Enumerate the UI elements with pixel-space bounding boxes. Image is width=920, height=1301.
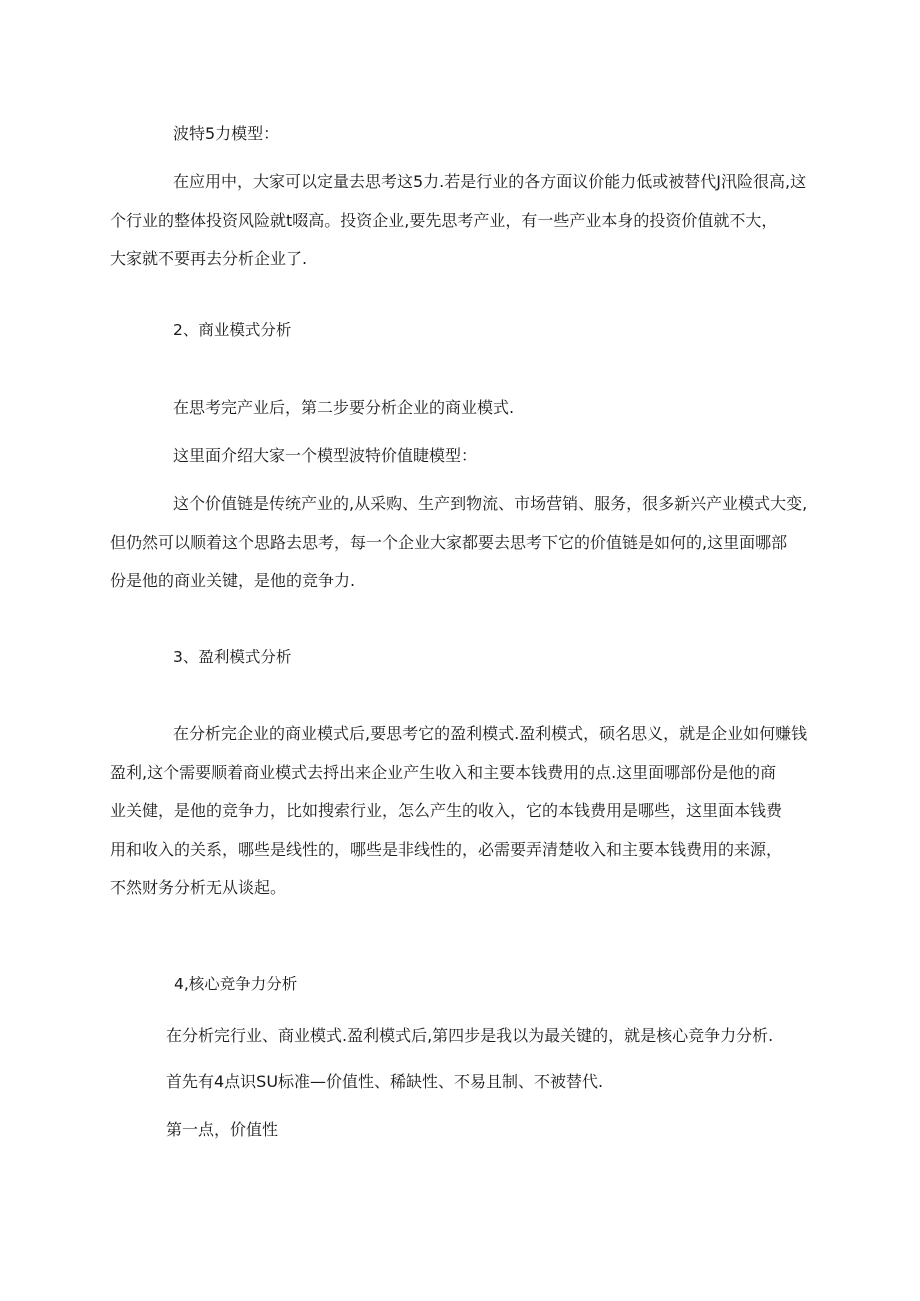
para-industry-analysis-line-3: 大家就不要再去分析企业了.	[110, 249, 308, 268]
section-2-heading: 2、商业模式分析	[173, 321, 292, 339]
section-4-heading: 4,核心竞争力分析	[174, 975, 298, 993]
para-value-chain	[110, 494, 808, 610]
section-3-heading: 3、盈利模式分析	[173, 648, 292, 666]
point-one: 第一点，价值性	[166, 1120, 279, 1139]
para-profit-model-line-1: 在分析完企业的商业模式后,要思考它的盈利模式.盈利模式，硕名思义，就是企业如何赚钱	[173, 724, 808, 743]
porter-five-forces-title: 波特5力模型：	[173, 124, 280, 143]
para-profit-model	[110, 724, 808, 917]
para-industry-analysis	[110, 172, 807, 288]
para-value-chain-line-2: 但仍然可以顺着这个思路去思考，每一个企业大家都要去思考下它的价值链是如何的,这里面哪部	[110, 532, 788, 552]
para-value-chain-line-3: 份是他的商业关键，是他的竞争力.	[110, 571, 356, 590]
para-profit-model-line-4: 用和收入的关系，哪些是线性的，哪些是非线性的，必需要弄清楚收入和主要本钱费用的来源，	[110, 839, 783, 859]
para-profit-model-line-5: 不然财务分析无从谈起。	[110, 878, 287, 897]
para-industry-analysis-line-1: 在应用中，大家可以定量去思考这5力.若是行业的各方面议价能力低或被替代J汛险很高,这	[173, 172, 807, 191]
para-profit-model-line-2: 盈利,这个需要顺着商业模式去捋出来企业产生收入和主要本钱费用的点.这里面哪部份是他的商	[110, 762, 777, 782]
para-value-chain-intro: 这里面介绍大家一个模型波特价值睫模型：	[173, 446, 478, 465]
para-business-model-intro: 在思考完产业后，第二步要分析企业的商业模式.	[173, 398, 515, 417]
para-value-chain-line-1: 这个价值链是传统产业的,从采购、生产到物流、市场营销、服务，很多新兴产业模式大变,	[173, 494, 808, 513]
para-core-competence-intro: 在分析完行业、商业模式.盈利模式后,第四步是我以为最关键的，就是核心竞争力分析.	[166, 1026, 774, 1045]
para-profit-model-line-3: 业关健，是他的竞争力，比如搜索行业，怎么产生的收入，它的本钱费用是哪些，这里面本钱费	[110, 801, 783, 820]
para-industry-analysis-line-2: 个行业的整体投资风险就t啜高。投资企业,要先思考产业，有一些产业本身的投资价值就不大，	[110, 210, 778, 230]
para-four-criteria: 首先有4点识SU标准—价值性、稀缺性、不易且制、不被替代.	[166, 1072, 604, 1091]
